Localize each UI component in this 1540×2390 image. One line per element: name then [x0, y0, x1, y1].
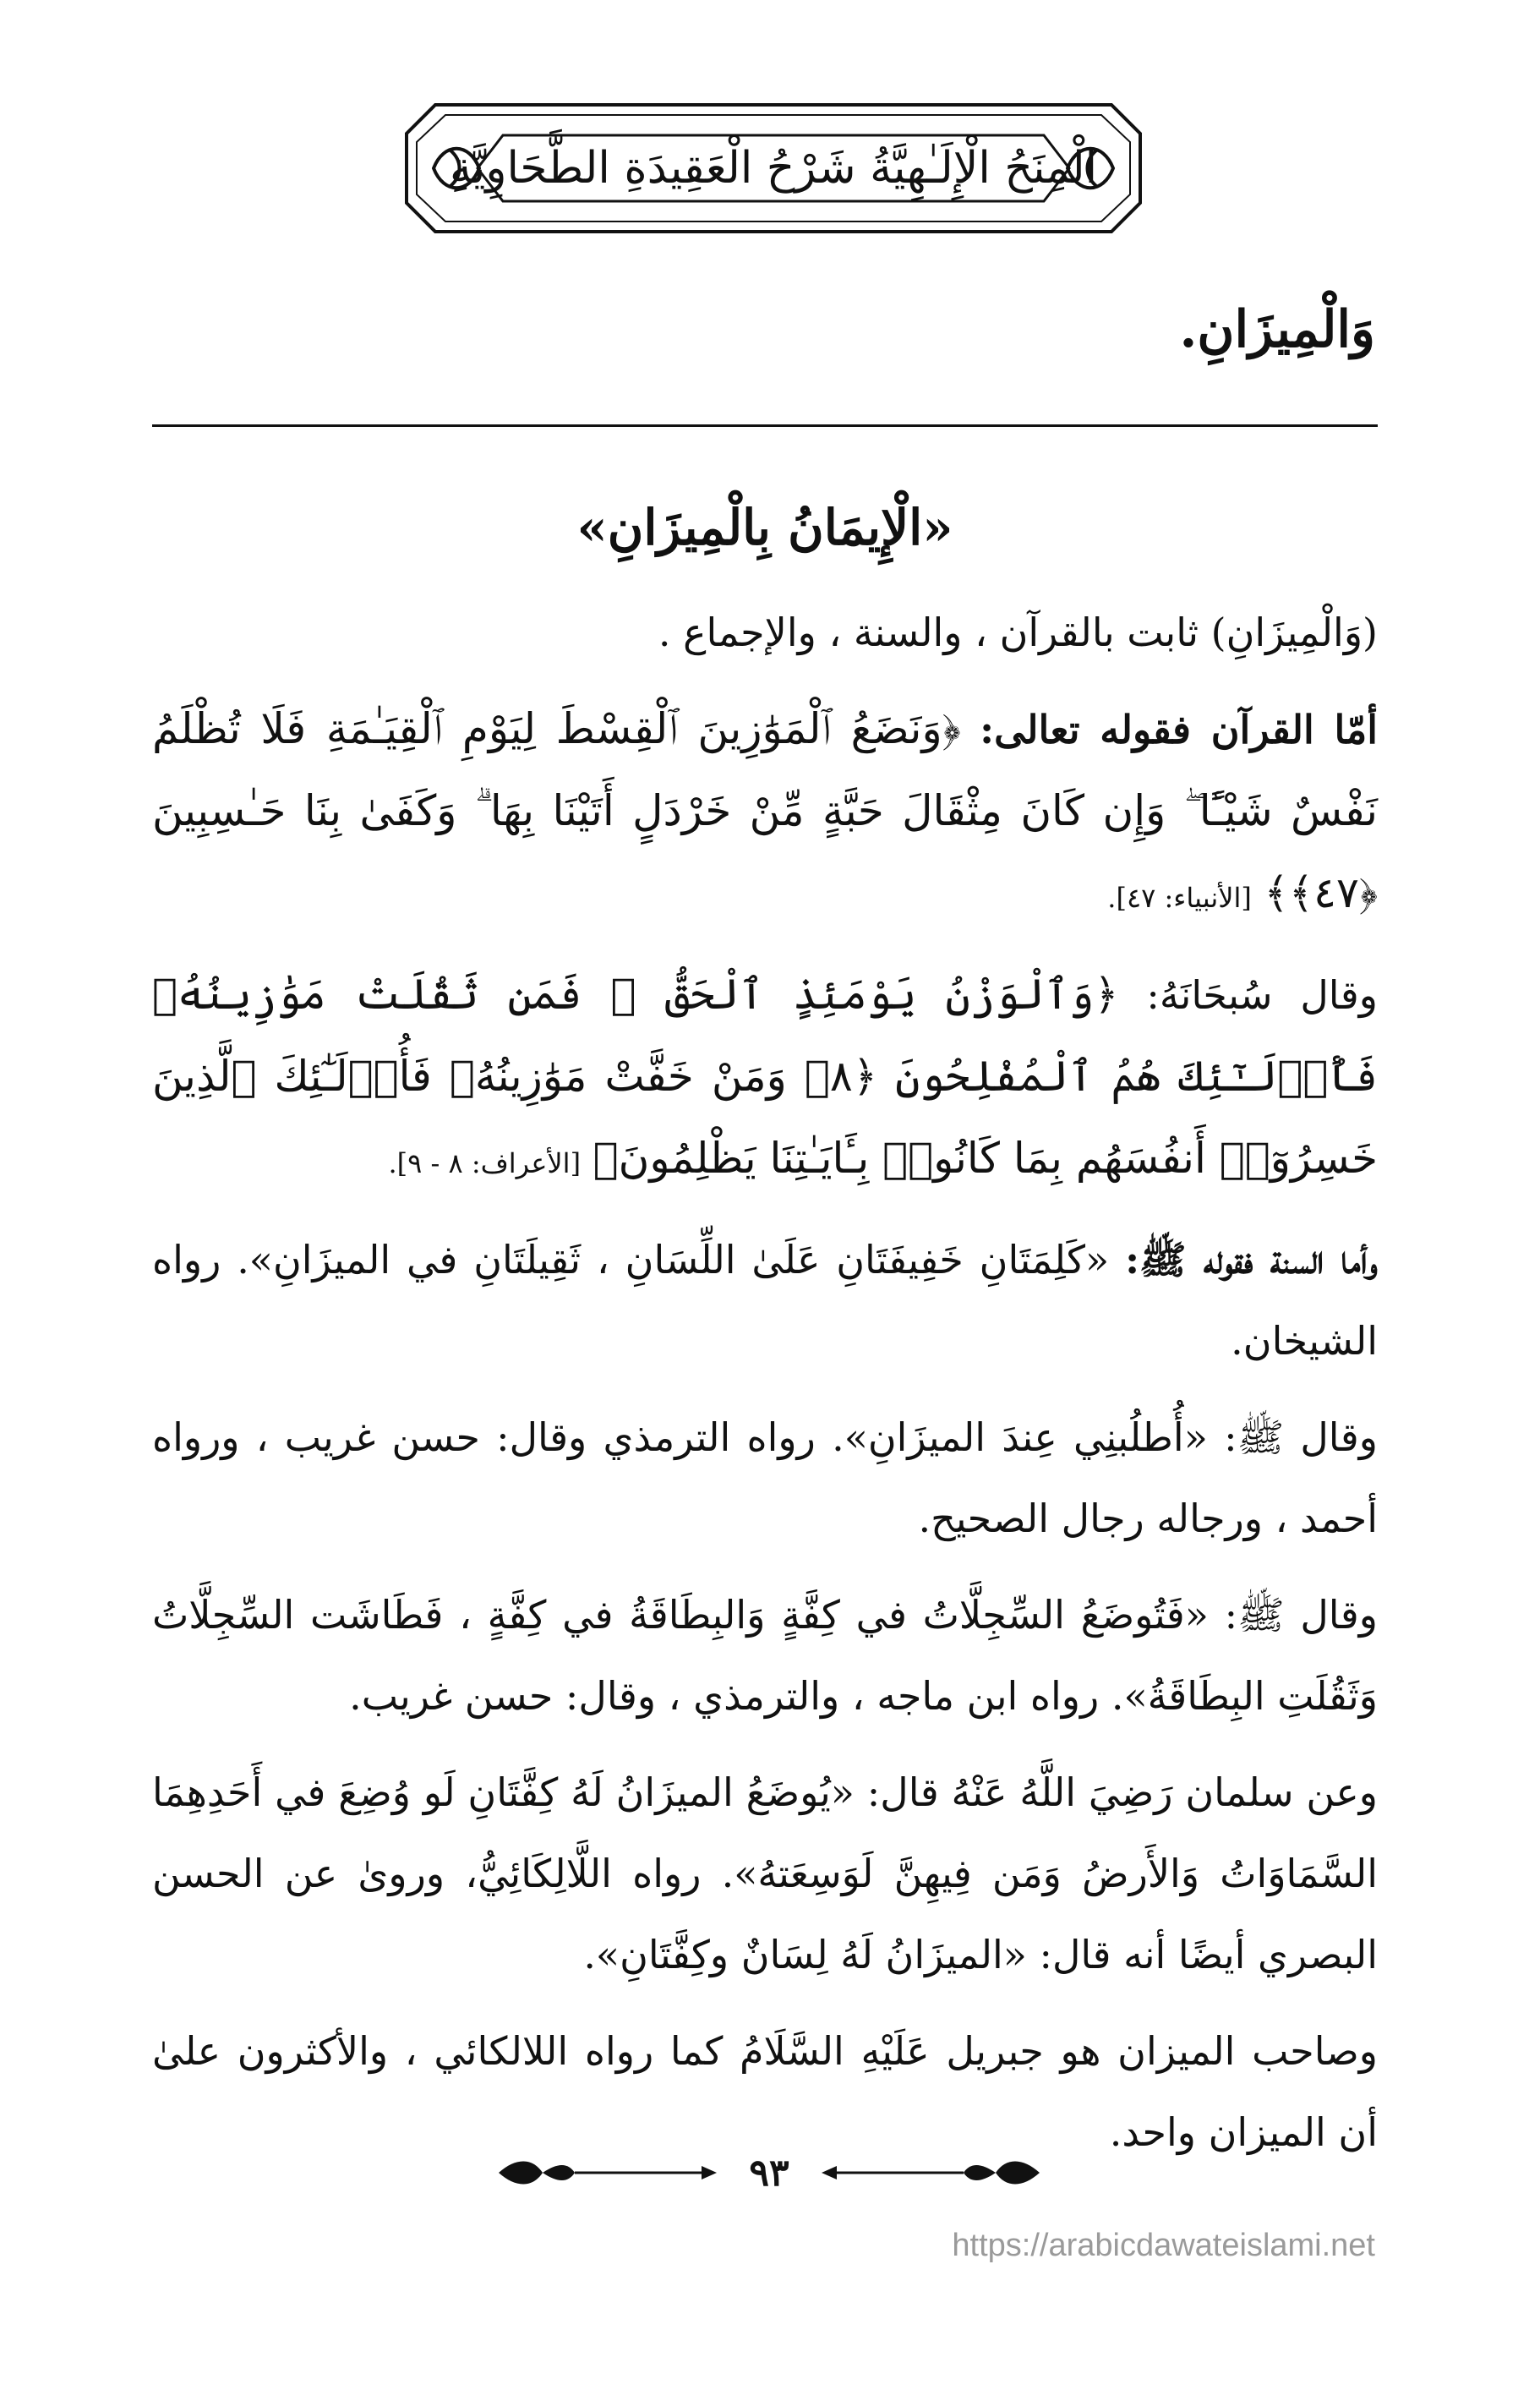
header-frame [401, 100, 1145, 237]
page-number: ٩٣ [749, 2151, 789, 2195]
paragraph-4 [152, 1219, 1378, 1381]
quran-verse-araf: ﴿وَٱلْوَزْنُ يَوْمَئِذٍ ٱلْحَقُّ ۚ فَمَن ثَقُلَتْ مَوَٰزِينُهُۥ فَأُو۟لَـٰٓئِكَ هُمُ ٱلْمُفْلِحُونَ ﴿٨﴾ وَمَنْ خَفَّتْ مَوَٰزِينُهُۥ فَأُو۟لَـٰٓئِكَ ٱلَّذِينَ خَسِرُوٓا۟ أَنفُسَهُم بِمَا كَانُوا۟ بِـَٔايَـٰتِنَا يَظْلِمُونَ﴾ [152, 970, 1378, 1183]
hadith-salman: «يُوضَعُ الميزَانُ لَهُ كِفَّتَانِ لَو وُضِعَ في أَحَدِهِمَا السَّمَاوَاتُ وَالأَرضُ وَمَن فِيهِنَّ لَوَسِعَتهُ». [152, 1769, 1378, 1896]
hadith-scrolls: «فَتُوضَعُ السِّجِلَّاتُ في كِفَّةٍ وَالبِطَاقَةُ في كِفَّةٍ ، فَطَاشَت السِّجِلَّاتُ وَثَقُلَتِ البِطَاقَةُ». [152, 1592, 1378, 1719]
body-text [152, 592, 1378, 2188]
paragraph-2-lead: أمّا القرآن فقوله تعالى: [980, 707, 1378, 752]
paragraph-8-text: وصاحب الميزان هو جبريل عَلَيْهِ السَّلَامُ كما رواه اللالكائي ، والأكثرون علىٰ أن الميزان واحد. [152, 2028, 1378, 2155]
hadith-two-words: «كَلِمَتَانِ خَفِيفَتَانِ عَلَىٰ اللِّسَانِ ، ثَقِيلَتَانِ في الميزَانِ». [237, 1237, 1110, 1283]
paragraph-7-lead: وعن سلمان رَضِيَ اللَّهُ عَنْهُ قال: [866, 1769, 1379, 1815]
footer-ornament [490, 2147, 1048, 2198]
paragraph-1-text: (وَالْمِيزَانِ) ثابت بالقرآن ، والسنة ، والإجماع . [658, 610, 1378, 655]
divider-rule [152, 424, 1378, 427]
reference-araf: [الأعراف: ٨ - ٩]. [388, 1147, 582, 1179]
hadith-hasan: «الميزَانُ لَهُ لِسَانٌ وكِفَّتَانِ». [583, 1932, 1027, 1977]
paragraph-4-tail: رواه الشيخان. [152, 1237, 1378, 1364]
paragraph-5-lead: وقال ﷺ: [1224, 1414, 1379, 1460]
watermark-link[interactable]: https://arabicdawateislami.net [952, 2228, 1375, 2263]
paragraph-4-lead: وأما السنة فقوله ﷺ: [1125, 1237, 1379, 1283]
paragraph-3-lead: وقال سُبحَانَهُ: [1146, 972, 1378, 1018]
reference-anbiya: [الأنبياء: ٤٧]. [1107, 882, 1252, 914]
paragraph-6-lead: وقال ﷺ: [1224, 1592, 1378, 1638]
paragraph-1 [152, 592, 1378, 673]
top-word: وَالْمِيزَانِ. [1179, 300, 1375, 359]
paragraph-6 [152, 1574, 1378, 1736]
header-title: الْمِنَحُ الْإِلَـٰهِيَّةُ شَرْحُ الْعَقِيدَةِ الطَّحَاوِيَّةِ [450, 143, 1098, 194]
paragraph-2 [152, 688, 1378, 938]
paragraph-3 [152, 954, 1378, 1204]
paragraph-5-tail: رواه الترمذي وقال: حسن غريب ، ورواه أحمد ، ورجاله رجال الصحيح. [152, 1414, 1378, 1541]
paragraph-7 [152, 1752, 1378, 1995]
paragraph-5 [152, 1397, 1378, 1559]
section-heading: «الْإِيمَانُ بِالْمِيزَانِ» [576, 499, 953, 556]
paragraph-6-tail: رواه ابن ماجه ، والترمذي ، وقال: حسن غريب. [349, 1673, 1100, 1719]
quran-verse-anbiya: ﴿وَنَضَعُ ٱلْمَوَٰزِينَ ٱلْقِسْطَ لِيَوْمِ ٱلْقِيَـٰمَةِ فَلَا تُظْلَمُ نَفْسٌ شَيْـًٔا ۖ وَإِن كَانَ مِثْقَالَ حَبَّةٍ مِّنْ خَرْدَلٍ أَتَيْنَا بِهَا ۗ وَكَفَىٰ بِنَا حَـٰسِبِينَ ﴿٤٧﴾﴾ [152, 704, 1378, 917]
paragraph-7-mid: رواه اللَّالِكَائِيُّ، وروىٰ عن الحسن البصري أيضًا أنه قال: [152, 1851, 1378, 1977]
hadith-seek-me: «أُطلُبنِي عِندَ الميزَانِ». [832, 1414, 1208, 1460]
